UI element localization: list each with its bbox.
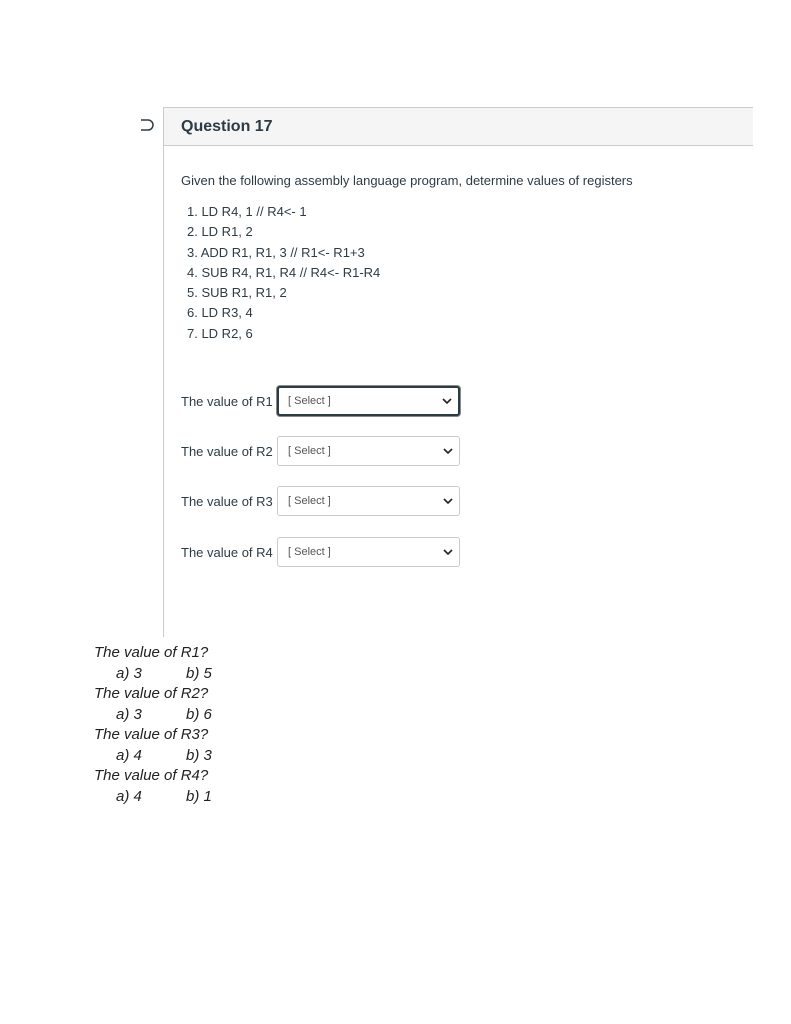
- option-choices: [94, 787, 212, 808]
- program-line: 3. ADD R1, R1, 3 // R1<- R1+3: [187, 244, 365, 260]
- chevron-down-icon: [442, 397, 452, 405]
- r2-select-value: [ Select ]: [288, 445, 331, 457]
- option-question: The value of R2?: [94, 685, 209, 702]
- option-b: b) 3: [186, 746, 212, 764]
- program-line: 4. SUB R4, R1, R4 // R4<- R1-R4: [187, 264, 381, 280]
- question-card: [163, 107, 753, 637]
- answer-label-r3: The value of R3: [181, 493, 273, 509]
- r1-select-value: [ Select ]: [288, 395, 331, 407]
- option-choices: [94, 746, 212, 767]
- option-a: a) 4: [116, 787, 142, 805]
- answer-row-r3: [181, 485, 460, 517]
- option-question: The value of R4?: [94, 767, 209, 784]
- answer-row-r4: [181, 536, 460, 568]
- program-line: 5. SUB R1, R1, 2: [187, 285, 287, 301]
- option-b: b) 5: [186, 664, 212, 682]
- r4-select[interactable]: [277, 537, 460, 567]
- answer-row-r1: [181, 385, 460, 417]
- option-a: a) 3: [116, 705, 142, 723]
- option-a: a) 3: [116, 664, 142, 682]
- program-line: 2. LD R1, 2: [187, 224, 253, 240]
- program-line: 1. LD R4, 1 // R4<- 1: [187, 204, 307, 219]
- r4-select-value: [ Select ]: [288, 546, 331, 558]
- option-b: b) 1: [186, 787, 212, 805]
- flag-question-icon[interactable]: [139, 116, 157, 134]
- option-question: The value of R3?: [94, 726, 209, 743]
- answer-label-r2: The value of R2: [181, 443, 273, 459]
- chevron-down-icon: [443, 497, 453, 505]
- program-listing: [187, 202, 380, 344]
- option-choices: [94, 705, 212, 726]
- question-header: [164, 108, 753, 146]
- r2-select[interactable]: [277, 436, 460, 466]
- program-line: 7. LD R2, 6: [187, 325, 253, 341]
- question-title: Question 17: [181, 117, 273, 135]
- answer-options: [94, 643, 212, 807]
- r3-select[interactable]: [277, 486, 460, 516]
- r1-select[interactable]: [277, 386, 460, 416]
- option-question: The value of R1?: [94, 644, 209, 661]
- program-line: 6. LD R3, 4: [187, 305, 253, 321]
- chevron-down-icon: [443, 447, 453, 455]
- option-choices: [94, 664, 212, 685]
- answer-row-r2: [181, 435, 460, 467]
- question-prompt: Given the following assembly language program, determine values of registers: [181, 173, 633, 188]
- r3-select-value: [ Select ]: [288, 495, 331, 507]
- option-a: a) 4: [116, 746, 142, 764]
- chevron-down-icon: [443, 548, 453, 556]
- option-b: b) 6: [186, 705, 212, 723]
- answer-label-r4: The value of R4: [181, 544, 273, 560]
- answer-label-r1: The value of R1: [181, 393, 273, 409]
